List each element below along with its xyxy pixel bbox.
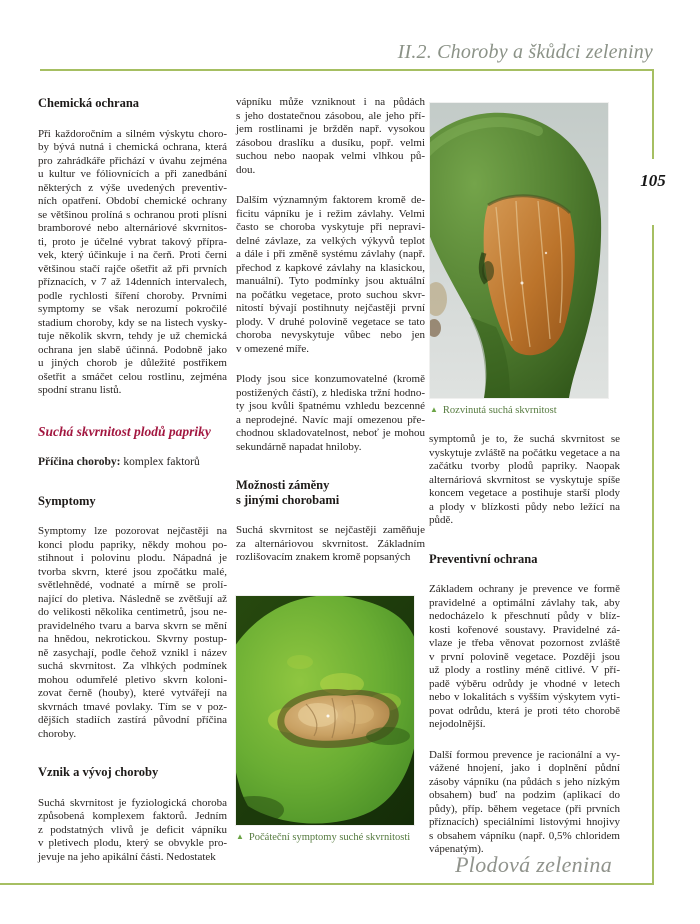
- text-line: v omezené míře.: [236, 342, 309, 355]
- text-line: povat odrůdu, která je proti této chorobě: [429, 704, 620, 717]
- text-line: vážené hnojení, jako i doplnění půdní: [429, 762, 620, 774]
- caption-triangle-icon: ▲: [236, 832, 244, 841]
- heading-line: Symptomy: [38, 493, 96, 508]
- text-line: začátku tvorby plodů papriky. Naopak: [429, 460, 620, 472]
- text-line: Suchá skvrnitost se nejčastěji zaměňuje: [236, 524, 425, 536]
- text-line: nitostí bývají postihnuty nejčastěji první: [236, 302, 425, 314]
- text-line: na hnědou, nekrotickou. Skvrny postup-: [38, 633, 227, 645]
- disease-cause-line: [38, 456, 227, 470]
- text-line: nebo v lokalitách s vyšším výskytem vyti-: [429, 691, 620, 703]
- text-line: stihnout i polovinu plodu. Nápadná je: [38, 552, 227, 564]
- text-line: do velikosti několika centimetrů, jsou ne-: [38, 606, 227, 618]
- text-line: podle rychlosti šíření choroby. Prvními: [38, 289, 227, 302]
- text-line: v pletivech plodu, který se obvykle pro-: [38, 837, 227, 849]
- text-line: Dalším významným faktorem kromě de-: [236, 194, 425, 206]
- text-line: chodnou skladovatelnost, neboť je mohou: [236, 427, 425, 439]
- heading-line: s jinými chorobami: [236, 492, 340, 507]
- text-line: a dále i při změně systému závlahy (např.: [236, 248, 425, 260]
- text-line: alternáriová skvrnitost se vyskytuje spíše: [429, 473, 620, 486]
- paragraph: [38, 797, 227, 865]
- cause-value: komplex faktorů: [120, 456, 200, 468]
- text-line: kosti kořenové soustavy. Pravidelné zá-: [429, 623, 620, 636]
- text-line: suchá skvrnitost. Za vlhkých podmínek: [38, 660, 227, 672]
- text-line: vek, který účinkuje i na čerň. Proti černi: [38, 249, 227, 261]
- text-line: Plody jsou sice konzumovatelné (kromě: [236, 373, 425, 385]
- text-line: symptomů je to, že suchá skvrnitost se: [429, 433, 620, 445]
- caption-triangle-icon: ▲: [430, 405, 438, 414]
- text-line: tuje několik skvrn, tehdy je už chemická: [38, 330, 227, 342]
- text-line: vyskytuje zvláště na počátku vegetace a na: [429, 446, 620, 459]
- text-line: koncem vegetace a postihuje starší plody: [429, 487, 620, 499]
- text-line: příznacích, v 7 až 14denních intervalech,: [38, 276, 227, 288]
- text-line: ně zasychají, podle čehož vznikl i název: [38, 646, 227, 659]
- text-line: na počátku vegetace, proto suchou skvr-: [236, 288, 425, 301]
- text-line: u jiných chorob je důležité postřikem: [38, 357, 227, 369]
- text-line: symptomy se však nerozumí pokročilé: [38, 303, 227, 315]
- text-line: světlehnědé, vodnaté a mírně se prolí-: [38, 579, 227, 591]
- text-line: půdy), příp. během vegetace (při prvních: [429, 802, 620, 815]
- caption-text: Počáteční symptomy suché skvrnitosti: [248, 832, 411, 843]
- text-line: Při každoročním a silném výskytu choro-: [38, 127, 227, 140]
- text-line: obsahem) buď na podzim (aplikací do: [429, 789, 620, 801]
- text-line: zásobou draslíku a dusíku, popř. velmi: [236, 136, 425, 149]
- text-line: většinou stačí rajče ošetřit až při prvních: [38, 262, 227, 275]
- text-line: choroba nevyskytuje vůbec nebo jen: [236, 329, 425, 341]
- heading-line: Chemická ochrana: [38, 96, 140, 110]
- text-line: za alternáriovou skvrnitost. Základním: [236, 537, 425, 550]
- page-number: 105: [640, 171, 666, 190]
- text-line: zovat černě (houby), které vytvářejí na: [38, 687, 227, 699]
- text-line: ních opatření. Období chemické ochrany: [38, 195, 227, 207]
- text-line: půdě.: [429, 514, 454, 526]
- paragraph: [429, 583, 620, 732]
- text-line: nedocházelo k přeschnutí půdy v blíz-: [429, 610, 620, 622]
- text-line: příznacích) speciálními listovými hnojivy: [429, 816, 620, 828]
- text-line: tvorba skvrn, které jsou zpočátku malé,: [38, 565, 227, 578]
- pepper-advanced-lesion-image: [430, 103, 608, 398]
- text-line: a plody v blízkosti půdy nebo ležící na: [429, 500, 620, 513]
- text-line: rozlišovacím znakem kromě popsaných: [236, 551, 411, 563]
- text-line: ti, proto je účelné vybrat takový přípra-: [38, 235, 227, 248]
- text-line: postižených částí), z hlediska tržní hodno-: [236, 386, 425, 399]
- text-line: jevuje na jeho apikální části. Nedostatek: [38, 850, 216, 863]
- text-line: Symptomy lze pozorovat nejčastěji na: [38, 525, 227, 537]
- footer-rule: [0, 883, 654, 885]
- text-line: bramborové nebo alternáriové skvrnitos-: [38, 222, 227, 234]
- section-heading: [429, 552, 620, 567]
- text-line: delné závlaze, za velkých výkyvů teplot: [236, 234, 425, 247]
- cause-label: Příčina choroby:: [38, 456, 121, 468]
- paragraph: [429, 749, 620, 857]
- section-footer: Plodová zelenina: [455, 852, 612, 877]
- text-line: vápníku může vzniknout i na půdách: [236, 96, 425, 108]
- text-line: způsobená komplexem faktorů. Jedním: [38, 810, 227, 822]
- text-line: manuální). Tyto podmínky jsou aktuální: [236, 275, 425, 287]
- text-line: pravidelné a optimální závlahy tak, aby: [429, 596, 620, 609]
- text-line: vápenatým).: [429, 843, 484, 855]
- text-line: plody. V druhé polovině vegetace se tato: [236, 315, 425, 328]
- photo-advanced-dry-spot: [430, 103, 608, 417]
- text-line: suchou nebo naopak velmi vlhkou pů-: [236, 150, 425, 162]
- section-heading: [38, 765, 227, 780]
- right-margin-rule-lower: [652, 225, 654, 885]
- heading-line: Možnosti záměny: [236, 478, 330, 492]
- pepper-initial-lesion-image: [236, 596, 414, 825]
- text-line: a neprodejné. Navíc mají omezenou pře-: [236, 413, 425, 426]
- text-line: u kultur ve fóliovnících a při zanedbání: [38, 168, 227, 180]
- text-line: jem rostlinami je bržděn např. vysokou: [236, 123, 425, 135]
- paragraph: [38, 128, 227, 398]
- text-line: Další formou prevence je racionální a vy-: [429, 748, 620, 761]
- heading-line: Preventivní ochrana: [429, 551, 538, 566]
- text-line: některých z výše uvedených preventiv-: [38, 181, 227, 194]
- text-line: dějších stadiích zastírá původní příčina: [38, 714, 227, 726]
- heading-line: Suchá skvrnitost plodů papriky: [38, 423, 211, 439]
- text-line: pravidelného tvaru a barva skvrn se mění: [38, 619, 227, 632]
- text-line: padě výběru odrůdy je vhodné v letech: [429, 677, 620, 690]
- text-line: mohou odumřelé pletivo skvrn koloni-: [38, 673, 227, 686]
- text-line: by bývá nutná i chemická ochrana, která: [38, 141, 227, 153]
- text-line: ficitu vápníku je i režim závlahy. Velmi: [236, 207, 425, 220]
- section-heading: [38, 96, 227, 111]
- right-margin-rule-upper: [652, 69, 654, 159]
- text-line: s obsahem vápníku (např. 0,5% chloridem: [429, 829, 620, 842]
- text-line: nejodolnější.: [429, 718, 486, 730]
- section-heading: [236, 478, 425, 507]
- text-line: pro zahrádkáře přichází v úvahu zejména: [38, 154, 227, 167]
- text-line: Základem ochrany je prevence ve formě: [429, 583, 620, 595]
- chapter-header: II.2. Choroby a škůdci zeleniny: [397, 41, 653, 63]
- text-line: nající do pletiva. Následně se zvětšují až: [38, 592, 227, 605]
- text-line: skvrnách tmavé povlaky. Tím se v poz-: [38, 700, 227, 713]
- paragraph: [236, 194, 425, 356]
- paragraph: [236, 373, 425, 454]
- text-line: choroby.: [38, 727, 77, 740]
- photo-caption: [236, 832, 414, 844]
- header-rule: [40, 69, 654, 71]
- text-line: sekundárně napadat hniloby.: [236, 440, 362, 453]
- paragraph: [236, 524, 425, 565]
- paragraph: [38, 525, 227, 741]
- text-line: v první polovině vegetace. Později jsou: [429, 650, 620, 663]
- section-heading: [38, 494, 227, 509]
- text-line: z podstatných vlivů je deficit vápníku: [38, 823, 227, 836]
- caption-text: Rozvinutá suchá skvrnitost: [442, 405, 557, 416]
- text-line: ty jsou kvůli špatnému vzhledu bezcenné: [236, 400, 425, 412]
- text-line: spodní stranu listů.: [38, 384, 122, 396]
- disease-title: [38, 424, 227, 440]
- text-line: často se choroba vyskytuje při nepravi-: [236, 221, 425, 233]
- heading-line: Vznik a vývoj choroby: [38, 765, 159, 779]
- text-line: konci plodu papriky, někdy mohou po-: [38, 538, 227, 551]
- text-column-middle: [236, 96, 425, 565]
- text-line: se většinou prolíná s ochranou proti plísni: [38, 208, 227, 221]
- text-column-right: [429, 433, 620, 857]
- text-line: Suchá skvrnitost je fyziologická choroba: [38, 796, 227, 809]
- text-line: už plody a rostliny méně citlivé. V pří-: [429, 664, 620, 676]
- text-line: ochrana jen slabě účinná. Podobně jako: [38, 343, 227, 356]
- text-line: zásoby vápníku (na půdách s jeho nízkým: [429, 775, 620, 788]
- text-line: stadium choroby, kdy se na listech vysky-: [38, 316, 227, 329]
- text-line: ošetřit a smáčet celou rostlinu, zejména: [38, 370, 227, 383]
- photo-initial-symptoms: [236, 596, 414, 844]
- text-line: dou.: [236, 163, 256, 176]
- text-line: vlaze je třeba věnovat pozornost zvláště: [429, 637, 620, 649]
- paragraph: [429, 433, 620, 528]
- photo-caption: [430, 405, 608, 417]
- paragraph: [236, 96, 425, 177]
- text-line: přechod z kapkové závlahy na klasickou,: [236, 261, 425, 274]
- text-column-left: [38, 96, 227, 864]
- text-line: s jeho dostatečnou zásobou, ale jeho pří-: [236, 109, 425, 122]
